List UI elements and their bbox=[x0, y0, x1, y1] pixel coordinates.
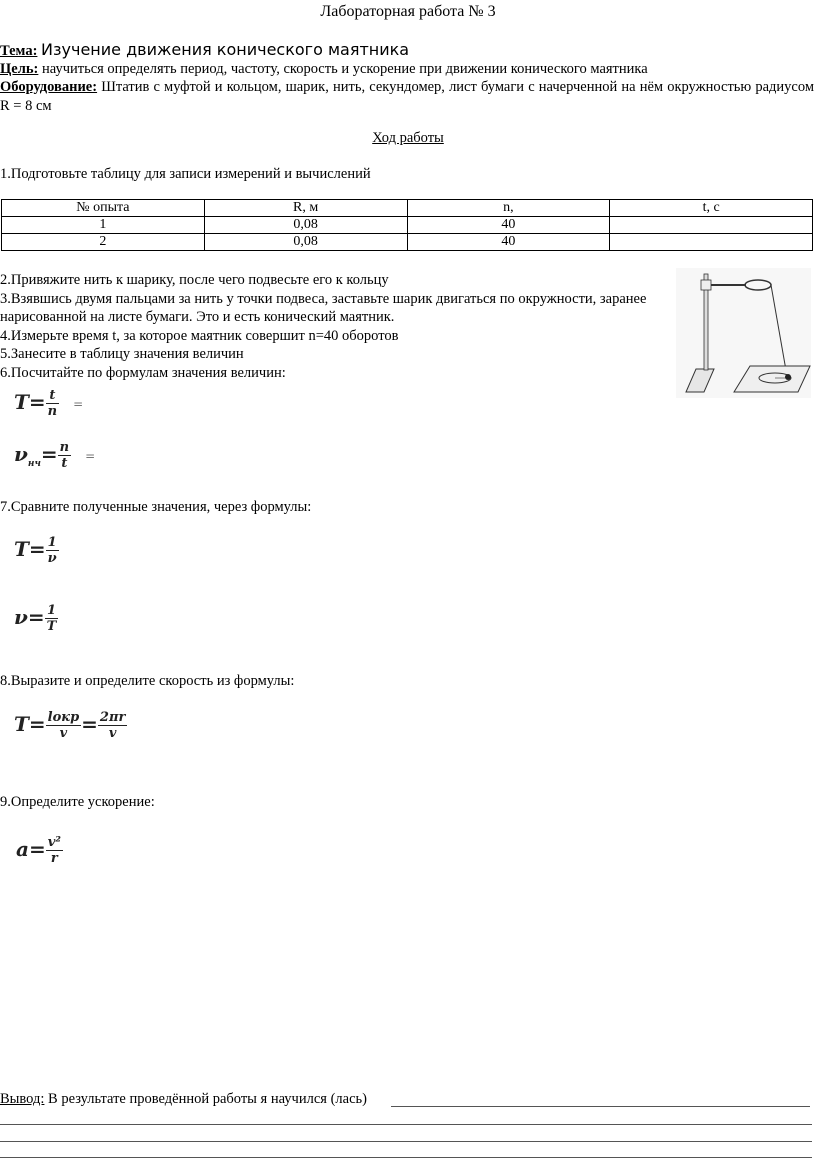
fraction bbox=[46, 710, 82, 741]
fraction bbox=[46, 535, 59, 566]
goal-label: Цель: bbox=[0, 61, 39, 77]
conclusion-text: В результате проведённой работы я научился (лась) bbox=[48, 1091, 367, 1107]
table-cell: 40 bbox=[407, 234, 610, 251]
formula-lhs: T bbox=[14, 537, 29, 561]
fraction bbox=[45, 603, 59, 634]
step-3: 3.Взявшись двумя пальцами за нить у точки подвеса, заставьте шарик двигаться по окружности, заранее bbox=[0, 290, 647, 307]
fraction bbox=[58, 440, 71, 471]
topic-line bbox=[0, 40, 409, 60]
measurement-table bbox=[1, 199, 813, 251]
table-header-cell: t, с bbox=[610, 200, 813, 217]
table-cell: 0,08 bbox=[204, 217, 407, 234]
formula-frequency-from-period: ν= $\frac{1}{T}$ bbox=[14, 603, 57, 634]
formula-lhs: ν bbox=[14, 605, 28, 629]
equipment-text: Штатив с муфтой и кольцом, шарик, нить, секундомер, лист бумаги с начерченной на нём окружностью радиусом R = 8 см bbox=[0, 79, 815, 114]
fraction-numerator: n bbox=[59, 440, 70, 455]
topic-text: Изучение движения конического маятника bbox=[41, 40, 410, 59]
fraction-denominator: ν bbox=[46, 550, 59, 566]
table-header-cell: n, bbox=[407, 200, 610, 217]
fraction-numerator: v² bbox=[47, 835, 61, 850]
equipment-paragraph bbox=[0, 78, 814, 116]
table-cell: 0,08 bbox=[204, 234, 407, 251]
topic-label: Тема: bbox=[0, 43, 38, 59]
formula-lhs: a bbox=[16, 837, 29, 861]
fraction bbox=[46, 835, 63, 866]
table-cell: 40 bbox=[407, 217, 610, 234]
table-row bbox=[2, 217, 813, 234]
page-title: Лабораторная работа № 3 bbox=[320, 3, 496, 20]
formula-lhs: T bbox=[14, 390, 29, 414]
step-5: 5.Занесите в таблицу значения величин bbox=[0, 346, 244, 362]
table-header-row bbox=[2, 200, 813, 217]
answer-line[interactable] bbox=[0, 1141, 812, 1142]
formula-subscript: нч bbox=[27, 459, 41, 469]
fraction-numerator: 1 bbox=[47, 535, 57, 550]
equipment-label: Оборудование: bbox=[0, 79, 98, 95]
fraction-numerator: 2πr bbox=[99, 710, 126, 725]
table-row bbox=[2, 234, 813, 251]
table-cell[interactable] bbox=[610, 217, 813, 234]
conical-pendulum-apparatus-icon bbox=[676, 268, 811, 398]
answer-line[interactable] bbox=[0, 1124, 812, 1125]
fraction bbox=[98, 710, 127, 741]
goal-text: научиться определять период, частоту, скорость и ускорение при движении конического маятника bbox=[41, 61, 648, 77]
formula-velocity: T= $\frac{\text{lокр}}{v}$ = $\frac{2\pi r}{v}$ bbox=[14, 710, 126, 741]
table-header-cell: № опыта bbox=[2, 200, 205, 217]
step-6: 6.Посчитайте по формулам значения величин: bbox=[0, 364, 286, 381]
equals-sign: = bbox=[85, 448, 96, 463]
fraction-numerator: t bbox=[49, 388, 56, 403]
step-9: 9.Определите ускорение: bbox=[0, 794, 155, 810]
conclusion-answer-line[interactable] bbox=[391, 1106, 810, 1107]
fraction-denominator: T bbox=[46, 619, 57, 634]
step-1: 1.Подготовьте таблицу для записи измерений и вычислений bbox=[0, 166, 371, 182]
section-heading: Ход работы bbox=[372, 130, 444, 146]
step-2: 2.Привяжите нить к шарику, после чего подвесьте его к кольцу bbox=[0, 272, 389, 288]
fraction bbox=[46, 388, 59, 419]
formula-frequency: $\nu_{нч}=$ $\frac{n}{t}$ = bbox=[14, 440, 96, 471]
answer-line[interactable] bbox=[0, 1157, 812, 1158]
fraction-numerator: lокр bbox=[47, 710, 80, 725]
fraction-denominator: v bbox=[98, 725, 127, 741]
table-cell: 2 bbox=[2, 234, 205, 251]
formula-period: T= $\frac{t}{n}$ = bbox=[14, 388, 84, 419]
step-3-continued: нарисованной на листе бумаги. Это и есть конический маятник. bbox=[0, 309, 395, 325]
table-header-cell: R, м bbox=[204, 200, 407, 217]
formula-lhs: ν bbox=[14, 442, 28, 466]
goal-line bbox=[0, 61, 648, 78]
steps-list bbox=[0, 271, 680, 382]
fraction-denominator: t bbox=[58, 455, 71, 471]
table-cell: 1 bbox=[2, 217, 205, 234]
fraction-denominator: v bbox=[46, 725, 82, 741]
step-8: 8.Выразите и определите скорость из формулы: bbox=[0, 673, 295, 689]
formula-lhs: T bbox=[14, 712, 29, 736]
step-7: 7.Сравните полученные значения, через формулы: bbox=[0, 499, 312, 515]
formula-acceleration: a= $\frac{\text{v²}}{r}$ bbox=[16, 835, 61, 866]
fraction-denominator: r bbox=[46, 850, 63, 866]
formula-period-from-frequency: T= $\frac{1}{\nu}$ bbox=[14, 535, 57, 566]
fraction-denominator: n bbox=[47, 404, 58, 419]
conclusion-label: Вывод: bbox=[0, 1091, 45, 1107]
fraction-numerator: 1 bbox=[46, 603, 57, 618]
step-4: 4.Измерьте время t, за которое маятник совершит n=40 оборотов bbox=[0, 327, 399, 344]
equals-sign: = bbox=[73, 396, 84, 411]
table-cell[interactable] bbox=[610, 234, 813, 251]
